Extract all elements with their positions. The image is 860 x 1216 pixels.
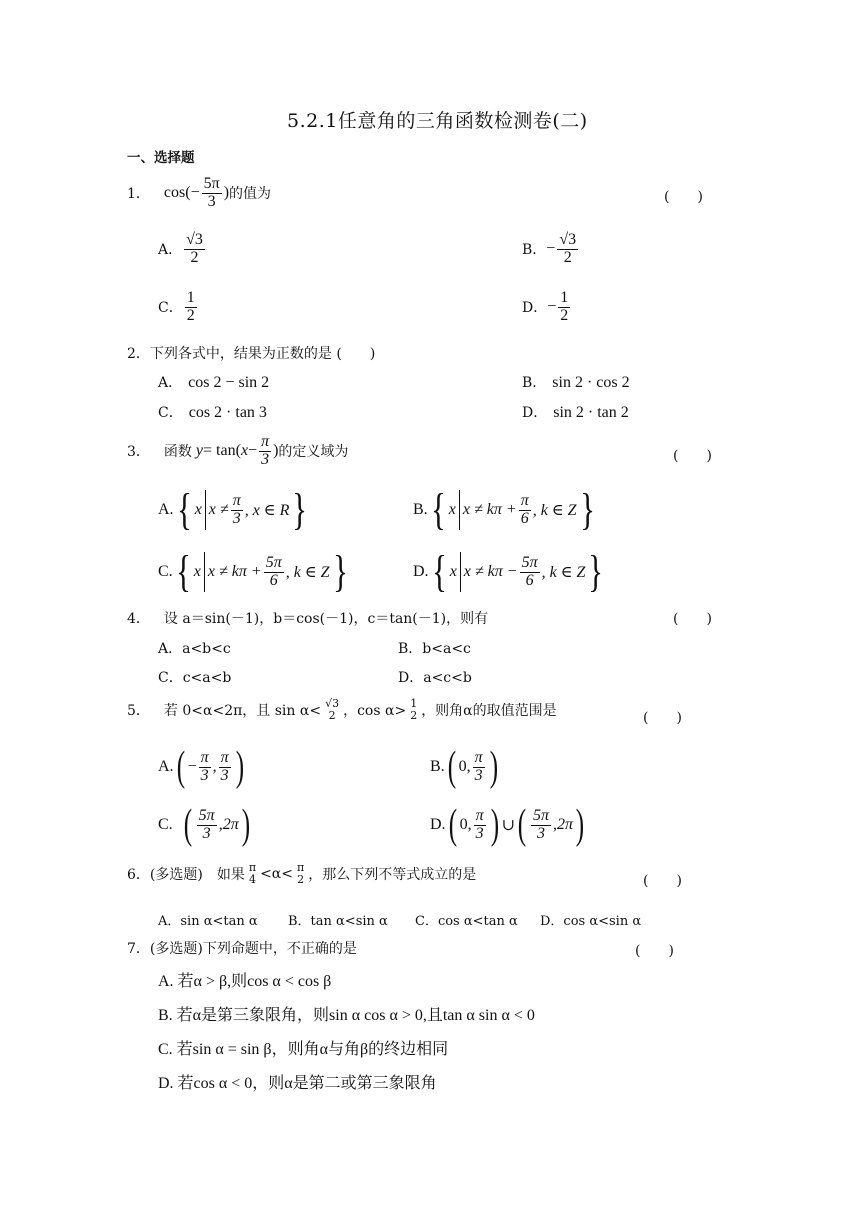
- option-d: D. { x x ≠ kπ − $\frac{5\pi}{6}$ , k ∈ Z }: [413, 547, 604, 596]
- question-5-stem: 5． 若 0<α<2π，且 sin α< √3 2 ，cos α> 1 2 ，则角α的取值范围是: [127, 697, 557, 722]
- option-a: A．a<b<c: [158, 641, 231, 657]
- question-number: 1．: [127, 186, 150, 203]
- option-d: D. ( 0, $\frac{\pi}{3}$ ) ∪ ( $\frac{5\pi}{3}$ ,2π ): [430, 802, 585, 848]
- option-b: B． − $\frac{√3}{2}$: [522, 231, 577, 266]
- option-b: B. 若α是第三象限角，则sin α cos α > 0,且tan α sin α < 0: [158, 1007, 535, 1024]
- option-d: D． sin 2 · tan 2: [522, 404, 629, 421]
- option-a: A．sin α<tan α: [158, 914, 258, 929]
- option-c: C．c<a<b: [158, 670, 232, 686]
- question-1-stem: [127, 176, 271, 211]
- question-text: 的值为: [229, 186, 272, 203]
- answer-blank: ( ): [664, 189, 703, 205]
- math-text: −: [190, 184, 200, 202]
- option-c: C. { x x ≠ kπ + $\frac{5\pi}{6}$ , k ∈ Z }: [158, 547, 348, 596]
- option-a: A． $\frac{√3}{2}$: [158, 231, 203, 266]
- option-a: A. 若α > β,则cos α < cos β: [158, 973, 332, 990]
- fraction: $\frac{5\pi}{6}$: [265, 553, 282, 589]
- answer-blank: ( ): [643, 873, 682, 889]
- fraction: $\frac{5\pi}{3}$: [532, 806, 549, 842]
- fraction: $\frac{\pi}{3}$: [232, 491, 241, 527]
- option-d: D． − $\frac{1}{2}$: [522, 289, 569, 324]
- option-b: B. ( 0, $\frac{\pi}{3}$ ): [430, 744, 498, 790]
- fraction: π 2: [297, 861, 305, 886]
- question-3-stem: 3． 函数 y = tan( x − $\frac{\pi}{3}$ ) 的定义域为: [127, 433, 349, 468]
- fraction: $\frac{\pi}{3}$: [474, 748, 483, 784]
- answer-blank: ( ): [673, 448, 712, 464]
- math-text: ): [223, 184, 230, 202]
- fraction: π 4: [248, 861, 257, 886]
- fraction: $\frac{5\pi}{6}$: [521, 553, 538, 589]
- fraction: $\frac{√3}{2}$: [186, 231, 203, 266]
- option-b: B．b<a<c: [398, 641, 471, 657]
- option-b: B. { x x ≠ kπ + $\frac{\pi}{6}$ , k ∈ Z }: [413, 485, 595, 534]
- option-c: C. 若sin α = sin β，则角α与角β的终边相同: [158, 1041, 449, 1058]
- fraction: $\frac{\pi}{6}$: [520, 491, 529, 527]
- fraction: $\frac{1}{2}$: [186, 289, 195, 324]
- fraction: $\frac{√3}{2}$: [559, 231, 577, 266]
- option-d: D．cos α<sin α: [540, 914, 642, 929]
- fraction: $\frac{5\pi}{3}$: [203, 175, 220, 210]
- option-a: A． cos 2 − sin 2: [158, 374, 270, 391]
- option-b: B． sin 2 · cos 2: [522, 374, 630, 391]
- fraction: √3 2: [325, 697, 340, 722]
- fraction: $\frac{5\pi}{3}$: [198, 806, 215, 842]
- answer-blank: ( ): [643, 710, 682, 726]
- question-6-stem: 6．(多选题) 如果 π 4 <α< π 2 ，那么下列不等式成立的是: [127, 861, 477, 886]
- option-c: C. ( $\frac{5\pi}{3}$ ,2π ): [158, 802, 250, 848]
- fraction: $\frac{\pi}{3}$: [200, 748, 209, 784]
- fraction: 1 2: [410, 697, 418, 722]
- page-title: 5.2.1任意角的三角函数检测卷(二): [287, 110, 588, 132]
- question-4-stem: 4． 设 a＝sin(－1)，b＝cos(－1)，c＝tan(－1)，则有: [127, 611, 489, 627]
- fraction: $\frac{\pi}{3}$: [220, 748, 229, 784]
- option-d: D．a<c<b: [398, 670, 472, 686]
- option-c: C． cos 2 · tan 3: [158, 404, 267, 421]
- question-2-stem: 2．下列各式中，结果为正数的是 ( ): [127, 346, 376, 362]
- question-7-stem: 7．(多选题)下列命题中，不正确的是: [127, 941, 357, 957]
- fraction: $\frac{1}{2}$: [560, 289, 569, 324]
- option-a: A. { x x ≠ $\frac{\pi}{3}$ , x ∈ R }: [158, 485, 308, 534]
- answer-blank: ( ): [635, 943, 674, 959]
- option-c: C．cos α<tan α: [415, 914, 518, 929]
- math-text: cos(: [163, 184, 191, 202]
- fraction: $\frac{\pi}{3}$: [261, 433, 270, 468]
- option-c: C． $\frac{1}{2}$: [158, 289, 195, 324]
- answer-blank: ( ): [673, 611, 712, 627]
- fraction: $\frac{\pi}{3}$: [475, 806, 484, 842]
- option-b: B．tan α<sin α: [288, 914, 388, 929]
- option-a: A. ( − $\frac{\pi}{3}$ , $\frac{\pi}{3}$ ): [158, 744, 244, 790]
- section-heading: 一、选择题: [127, 150, 195, 166]
- option-d: D. 若cos α < 0，则α是第二或第三象限角: [158, 1075, 437, 1092]
